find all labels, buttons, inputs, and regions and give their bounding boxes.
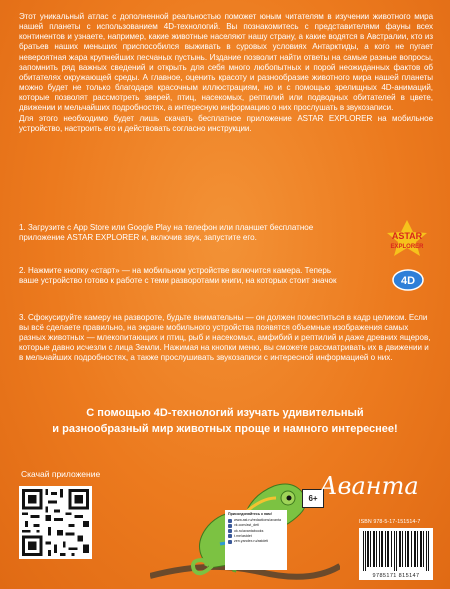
astar-explorer-logo: [384, 219, 430, 259]
social-link-5-text: zen.yandex.ru/astdeti: [234, 539, 269, 544]
qr-code-graphic: [19, 486, 92, 559]
4d-badge-icon: [392, 268, 424, 292]
social-links-title: Присоединяйтесь к нам!: [228, 512, 272, 516]
slogan-line-1: С помощью 4D-технологий изучать удивительный: [86, 407, 364, 419]
slogan: [0, 405, 450, 437]
social-links-box: [225, 510, 287, 570]
social-link-3-text: ok.ru/avantabooks: [234, 528, 264, 533]
ok-icon: [228, 529, 232, 533]
social-link-2-text: vk.com/ast_deti: [234, 523, 259, 528]
barcode-icon: [359, 528, 433, 572]
intro-paragraph-1: Этот уникальный атлас с дополненной реальностью поможет юным читателям в изучении животного мира нашей планеты с использованием 4D-технологий. Вы познакомитесь с представителями фауны всех континентов и узнаете, например, какие животные населяют нашу страну, а какие водятся в Австралии, кто из братьев наших меньших приспособился выживать в суровых условиях Антарктиды, а кого не пугает невероятная жара крупнейших песчаных пустынь. Издание позволит найти ответы на самые разные вопросы, запомнить ряд важных сведений и открыть для себя много любопытных и порой неожиданных фактов об обитателях окружающей среды. А главное, оценить красоту и разнообразие животного мира нашей планеты можно будет не только благодаря красочным иллюстрациям, но и с помощью зрелищных 4D-анимаций, которые позволят рассмотреть зверей, птиц, насекомых, рептилий или подводных обитателей в цвете, движении и мельчайших подробностях, а интересную информацию о них прослушать в звукозаписи.: [19, 12, 433, 113]
social-link-1-text: www.ast.ru/redactions/avanta: [234, 518, 281, 523]
step-3-text: 3. Сфокусируйте камеру на развороте, будьте внимательны — он должен поместиться в кадр целиком. Если вы всё сделаете правильно, на экране мобильного устройства появятся объемные изображения самых разных животных — млекопитающих и птиц, рыб и насекомых, амфибий и рептилий и даже древних ящеров, которые давно исчезли с лица Земли. Нажимая на кнопки меню, вы сможете рассматривать их в движении и в мельчайших подробностях, а также прослушивать звукозаписи с интересной информацией о них.: [19, 313, 431, 363]
step-2: [19, 266, 349, 286]
step-1: [19, 223, 349, 243]
qr-code[interactable]: [19, 486, 92, 559]
vk-icon: [228, 524, 232, 528]
barcode-digits: 9785171 815147: [359, 572, 433, 580]
intro-text: [19, 12, 433, 134]
age-rating-badge: 6+: [302, 489, 324, 508]
web-icon: [228, 519, 232, 523]
barcode: [359, 528, 433, 572]
publisher-logo-text: Аванта: [319, 472, 419, 500]
social-link-5[interactable]: [228, 539, 284, 544]
isbn-label: ISBN 978-5-17-151514-7: [359, 519, 421, 525]
step-2-text: 2. Нажмите кнопку «старт» — на мобильном устройстве включится камера. Теперь ваше устройство готово к работе с теми разворотами книги, на которых стоит значок: [19, 266, 337, 286]
social-link-4-text: t.me/astdet: [234, 533, 252, 538]
intro-paragraph-2: Для этого необходимо будет лишь скачать бесплатное приложение ASTAR EXPLORER на мобильное устройство, настроить его и действовать согласно инструкции.: [19, 113, 433, 133]
telegram-icon: [228, 534, 232, 538]
publisher-logo: [309, 472, 429, 506]
download-label: Скачай приложение: [21, 469, 101, 479]
zen-icon: [228, 540, 232, 544]
astar-logo-line-2: EXPLORER: [390, 244, 424, 250]
astar-logo-line-1: ASTAR: [391, 231, 423, 241]
step-1-text: 1. Загрузите с App Store или Google Play на телефон или планшет бесплатное приложение ASTAR EXPLORER и, включив звук, запустите его.: [19, 223, 314, 243]
step-3: [19, 313, 433, 363]
4d-badge-label: 4D: [400, 275, 416, 287]
slogan-line-2: и разнообразный мир животных проще и намного интереснее!: [52, 423, 398, 435]
